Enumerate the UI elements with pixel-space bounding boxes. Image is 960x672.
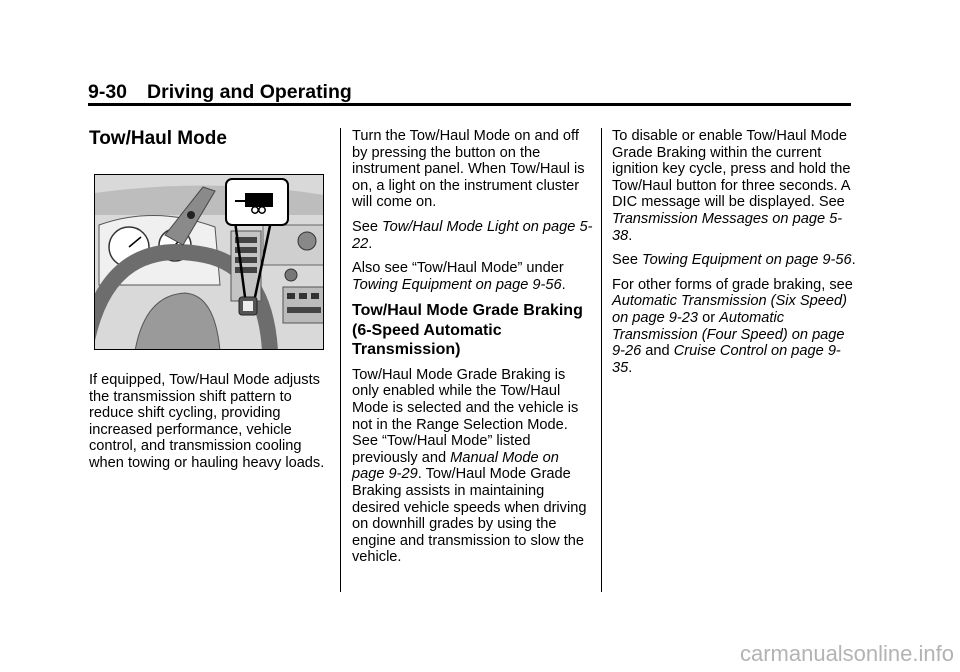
- column-divider-2: [601, 128, 602, 592]
- cross-reference-link[interactable]: Towing Equipment on page 9-56: [352, 276, 562, 293]
- paragraph: Tow/Haul Mode Grade Braking is only enabled while the Tow/Haul Mode is selected and the vehicle is not in the Range Selection Mode. See “Tow/Haul Mode” listed previously and Manual Mode on page 9-29. Tow/Haul Mode Grade Braking assists in maintaining desired vehicle speeds when driving on downhill grades by using the engine and transmission to slow the vehicle.: [352, 366, 587, 566]
- paragraph: See Tow/Haul Mode Light on page 5-22.: [352, 218, 593, 252]
- watermark: carmanualsonline.info: [739, 641, 954, 666]
- chapter-title: Driving and Operating: [147, 81, 352, 103]
- page-number: 9-30: [88, 81, 128, 103]
- cross-reference-link[interactable]: Towing Equipment on page 9-56: [642, 252, 852, 269]
- cross-reference-link[interactable]: Cruise Control on page 9-35: [612, 343, 841, 376]
- paragraph: See Towing Equipment on page 9-56.: [612, 252, 856, 269]
- paragraph: To disable or enable Tow/Haul Mode Grade Braking within the current ignition key cycle, press and hold the Tow/Haul button for three seconds. A DIC message will be displayed. See Transmission Messages on page 5-38.: [612, 128, 851, 244]
- column-2: [352, 128, 594, 574]
- column-divider-1: [340, 128, 341, 592]
- cross-reference-link[interactable]: Automatic Transmission (Four Speed) on page 9-26: [612, 309, 845, 360]
- cross-reference-link[interactable]: Tow/Haul Mode Light on page 5-22: [352, 218, 593, 252]
- cross-reference-link[interactable]: Transmission Messages on page 5-38: [612, 210, 843, 244]
- instrument-panel-figure: [94, 174, 324, 350]
- header-rule: [88, 103, 851, 106]
- intro-paragraph: If equipped, Tow/Haul Mode adjusts the transmission shift pattern to reduce shift cycling, providing increased performance, vehicle control, and transmission cooling when towing or hauling heavy loads.: [89, 372, 325, 471]
- paragraph: Turn the Tow/Haul Mode on and off by pressing the button on the instrument panel. When Tow/Haul is on, a light on the instrument cluster will come on.: [352, 128, 585, 211]
- page-header: [88, 80, 352, 104]
- cross-reference-link[interactable]: Manual Mode on page 9-29: [352, 449, 559, 483]
- paragraph: For other forms of grade braking, see Automatic Transmission (Six Speed) on page 9-23 or Automatic Transmission (Four Speed) on page 9-26 and Cruise Control on page 9-35.: [612, 276, 853, 376]
- column-3: [612, 128, 857, 384]
- cross-reference-link[interactable]: Automatic Transmission (Six Speed) on page 9-23: [612, 293, 847, 326]
- subsection-title: Tow/Haul Mode Grade Braking (6-Speed Automatic Transmission): [352, 302, 583, 359]
- instrument-panel-illustration: [95, 175, 324, 350]
- section-title: Tow/Haul Mode: [89, 128, 227, 149]
- paragraph: Also see “Tow/Haul Mode” under Towing Equipment on page 9-56.: [352, 260, 566, 293]
